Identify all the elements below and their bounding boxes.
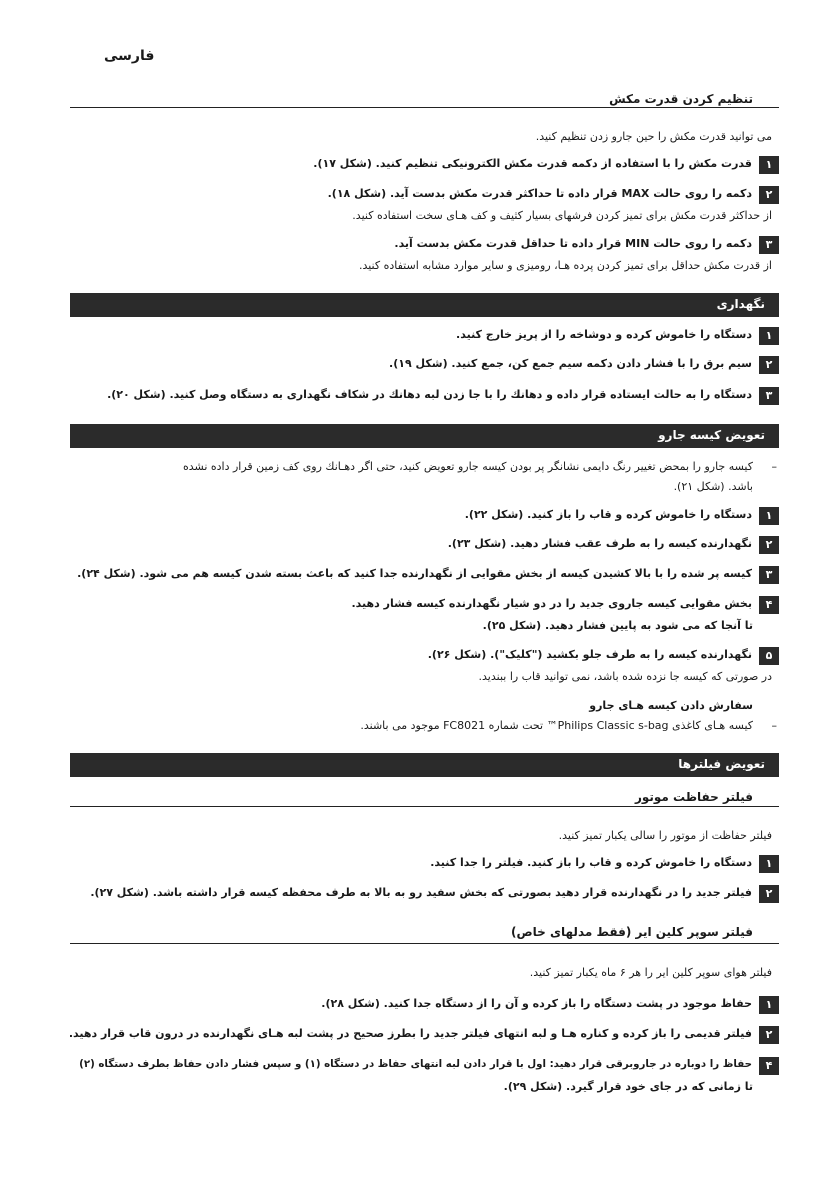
motor-filter-rule (70, 806, 779, 807)
step-text: دکمه را روی حالت MAX قرار داده تا حداکثر قدرت مکش بدست آید. (شکل ۱۸). (327, 187, 752, 200)
motor-filter-intro: فیلتر حفاظت از موتور را سالی یکبار تمیز کنید. (558, 829, 772, 842)
step-text: دستگاه را به حالت ایستاده قرار داده و دهانك را با جا زدن لبه دهانك در شکاف نگهداری به دستگاه وصل کنید. (شکل ۲۰). (107, 388, 752, 401)
bullet-dash: – (771, 719, 777, 732)
step-number: ۴ (759, 596, 779, 614)
step-number: ۳ (759, 566, 779, 584)
storage-heading: نگهداری (716, 297, 765, 311)
step-text: سیم برق را با فشار دادن دکمه سیم جمع کن، جمع کنید. (شکل ۱۹). (389, 357, 752, 370)
step-number: ۱ (759, 507, 779, 525)
step-text: بخش مقوایی کیسه جاروی جدید را در دو شیار نگهدارنده کیسه فشار دهید. (351, 597, 752, 610)
bag-bullet-line-1: کیسه جارو را بمحض تغییر رنگ دایمی نشانگر پر بودن کیسه جارو تعویض کنید، حتی اگر دهـانك روی کف زمین قرار داده نشده (182, 460, 753, 473)
motor-filter-heading: فیلتر حفاظت موتور (634, 790, 753, 804)
superclean-filter-rule (70, 943, 779, 944)
step-number: ۳ (759, 236, 779, 254)
bullet-dash: – (771, 460, 777, 473)
step-text: دکمه را روی حالت MIN قرار داده تا حداقل قدرت مکش بدست آید. (394, 237, 752, 250)
step-text: فیلتر جدید را در نگهدارنده قرار دهید بصورتی که بخش سفید رو به بالا به طرف محفظه کیسه قرار داشته باشد. (شکل ۲۷). (90, 886, 752, 899)
step-number: ۵ (759, 647, 779, 665)
step-number: ۱ (759, 327, 779, 345)
step-text: حفاظ را دوباره در جاروبرقی قرار دهید: اول با قرار دادن لبه انتهای حفاظ در دستگاه (۱) و سپس فشار دادن حفاظ بطرف دستگاه (۲) (79, 1058, 752, 1070)
superclean-filter-heading: فیلتر سوپر کلین ایر (فقط مدلهای خاص) (511, 925, 753, 939)
step-text: نگهدارنده کیسه را به طرف عقب فشار دهید. (شکل ۲۳). (447, 537, 752, 550)
step-text: دستگاه را خاموش کرده و قاب را باز کنید. فیلتر را جدا کنید. (430, 856, 752, 869)
step-number: ۲ (759, 356, 779, 374)
storage-section-bar (70, 293, 779, 317)
step-text: دستگاه را خاموش کرده و دوشاخه را از پریز خارج کنید. (456, 328, 752, 341)
suction-intro: می توانید قدرت مکش را حین جارو زدن تنظیم کنید. (535, 130, 772, 143)
superclean-step-4-line-2: تا زمانی که در جای خود قرار گیرد. (شکل ۲۹). (503, 1080, 753, 1093)
bag-step-5-note: در صورتی که کیسه جا نزده شده باشد، نمی توانید قاب را ببندید. (478, 670, 772, 683)
step-text: قدرت مکش را با استفاده از دکمه قدرت مکش الکترونیکی تنظیم کنید. (شکل ۱۷). (313, 157, 752, 170)
suction-heading: تنظیم کردن قدرت مکش (609, 92, 753, 106)
step-text: فیلتر قدیمی را باز کرده و کناره هـا و لبه انتهای فیلتر جدید را بطرز صحیح در پشت لبه هـای نگهدارنده در درون قاب قرار دهید. (68, 1027, 752, 1040)
language-label: فارسی (104, 48, 155, 64)
step-number: ۳ (759, 387, 779, 405)
order-bags-heading: سفارش دادن کیسه هـای جارو (589, 699, 753, 712)
order-bags-text: کیسه هـای کاغذی Philips Classic s-bag™ تحت شماره FC8021 موجود می باشند. (360, 719, 753, 732)
suction-step-3-note: از قدرت مکش حداقل برای تمیز کردن پرده هـا، رومیزی و سایر موارد مشابه استفاده کنید. (358, 259, 772, 272)
bag-step-4-line-2: تا آنجا که می شود به پایین فشار دهید. (شکل ۲۵). (482, 619, 753, 632)
step-text: کیسه پر شده را با بالا کشیدن کیسه از بخش مقوایی از نگهدارنده جدا کنید که باعث بسته شدن کیسه هم می شود. (شکل ۲۴). (77, 567, 752, 580)
suction-heading-rule (70, 107, 779, 108)
bag-heading: تعویض کیسه جارو (658, 428, 765, 442)
step-number: ۲ (759, 885, 779, 903)
bag-section-bar (70, 424, 779, 448)
filters-section-bar (70, 753, 779, 777)
step-number: ۲ (759, 186, 779, 204)
step-number: ۱ (759, 855, 779, 873)
step-number: ۲ (759, 1026, 779, 1044)
step-text: حفاظ موجود در پشت دستگاه را باز کرده و آن را از دستگاه جدا کنید. (شکل ۲۸). (321, 997, 752, 1010)
bag-bullet-line-2: باشد. (شکل ۲۱). (673, 480, 753, 493)
suction-step-2-note: از حداکثر قدرت مکش برای تمیز کردن فرشهای بسیار کثیف و کف هـای سخت استفاده کنید. (352, 209, 772, 222)
superclean-filter-intro: فیلتر هوای سوپر کلین ایر را هر ۶ ماه یکبار تمیز کنید. (529, 966, 772, 979)
step-number: ۲ (759, 536, 779, 554)
step-number: ۱ (759, 156, 779, 174)
step-number: ۴ (759, 1057, 779, 1075)
step-text: دستگاه را خاموش کرده و قاب را باز کنید. (شکل ۲۲). (464, 508, 752, 521)
step-text: نگهدارنده کیسه را به طرف جلو بکشید ("کلیک"). (شکل ۲۶). (427, 648, 752, 661)
step-number: ۱ (759, 996, 779, 1014)
filters-heading: تعویض فیلترها (678, 757, 765, 771)
